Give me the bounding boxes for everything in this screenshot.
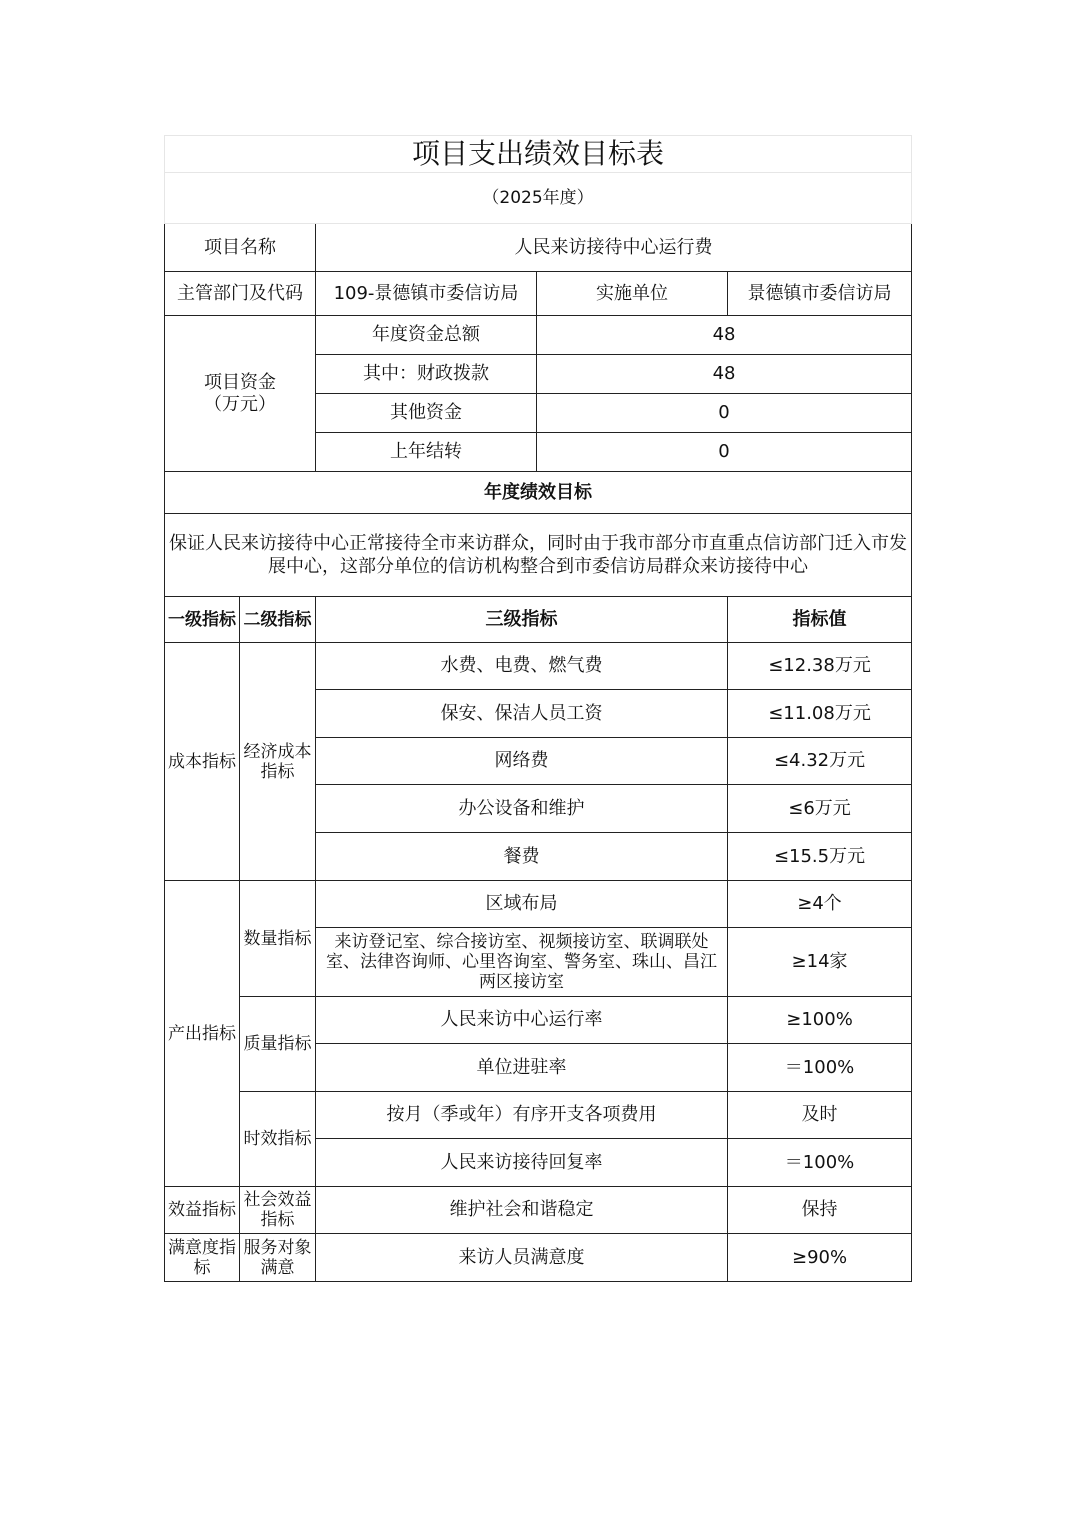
indicator-value: 及时 — [728, 1092, 912, 1139]
group-qty: 数量指标 — [240, 881, 316, 997]
indicator-name: 按月（季或年）有序开支各项费用 — [316, 1092, 728, 1139]
group-satisfaction: 满意度指标 — [165, 1234, 240, 1282]
indicator-name: 餐费 — [316, 833, 728, 881]
indicator-value: ≤15.5万元 — [728, 833, 912, 881]
funds-row-label: 其他资金 — [316, 394, 537, 433]
indicator-value: 保持 — [728, 1187, 912, 1234]
group-social: 社会效益指标 — [240, 1187, 316, 1234]
funds-row-label: 年度资金总额 — [316, 316, 537, 355]
funds-row-value: 0 — [537, 433, 912, 472]
indicator-value: ≤4.32万元 — [728, 738, 912, 785]
indicator-name: 保安、保洁人员工资 — [316, 690, 728, 738]
header-level1: 一级指标 — [165, 597, 240, 643]
indicator-name: 人民来访接待回复率 — [316, 1139, 728, 1187]
indicator-name: 维护社会和谐稳定 — [316, 1187, 728, 1234]
indicator-value: ≤11.08万元 — [728, 690, 912, 738]
funds-row-value: 48 — [537, 355, 912, 394]
header-level3: 三级指标 — [316, 597, 728, 643]
group-time: 时效指标 — [240, 1092, 316, 1187]
group-cost-econ: 经济成本指标 — [240, 643, 316, 881]
indicator-name: 水费、电费、燃气费 — [316, 643, 728, 690]
project-name-value: 人民来访接待中心运行费 — [316, 224, 912, 272]
group-quality: 质量指标 — [240, 997, 316, 1092]
funds-row-label: 其中：财政拨款 — [316, 355, 537, 394]
indicator-name: 网络费 — [316, 738, 728, 785]
indicator-value: ≥4个 — [728, 881, 912, 928]
indicator-value: ≤6万元 — [728, 785, 912, 833]
indicator-value: ≥90% — [728, 1234, 912, 1282]
page-title: 项目支出绩效目标表 — [165, 136, 912, 173]
funds-label: 项目资金（万元） — [165, 316, 316, 472]
dept-value: 109-景德镇市委信访局 — [316, 272, 537, 316]
indicator-value: ≥14家 — [728, 928, 912, 997]
group-cost: 成本指标 — [165, 643, 240, 881]
year-subtitle: （2025年度） — [165, 173, 912, 224]
performance-target-table — [164, 135, 912, 1282]
impl-value: 景德镇市委信访局 — [728, 272, 912, 316]
goal-text: 保证人民来访接待中心正常接待全市来访群众，同时由于我市部分市直重点信访部门迁入市发展中心，这部分单位的信访机构整合到市委信访局群众来访接待中心 — [165, 514, 912, 597]
indicator-name: 人民来访中心运行率 — [316, 997, 728, 1044]
indicator-name: 来访人员满意度 — [316, 1234, 728, 1282]
group-service: 服务对象满意 — [240, 1234, 316, 1282]
dept-label: 主管部门及代码 — [165, 272, 316, 316]
indicator-name: 区域布局 — [316, 881, 728, 928]
group-benefit: 效益指标 — [165, 1187, 240, 1234]
funds-row-value: 0 — [537, 394, 912, 433]
indicator-name: 办公设备和维护 — [316, 785, 728, 833]
group-output: 产出指标 — [165, 881, 240, 1187]
funds-row-value: 48 — [537, 316, 912, 355]
indicator-name: 来访登记室、综合接访室、视频接访室、联调联处室、法律咨询师、心里咨询室、警务室、珠山、昌江两区接访室 — [316, 928, 728, 997]
indicator-name: 单位进驻率 — [316, 1044, 728, 1092]
indicator-value: ≥100% — [728, 997, 912, 1044]
indicator-value: ＝100% — [728, 1044, 912, 1092]
funds-row-label: 上年结转 — [316, 433, 537, 472]
header-level2: 二级指标 — [240, 597, 316, 643]
goal-heading: 年度绩效目标 — [165, 472, 912, 514]
indicator-value: ≤12.38万元 — [728, 643, 912, 690]
header-value: 指标值 — [728, 597, 912, 643]
indicator-value: ＝100% — [728, 1139, 912, 1187]
project-name-label: 项目名称 — [165, 224, 316, 272]
impl-label: 实施单位 — [537, 272, 728, 316]
